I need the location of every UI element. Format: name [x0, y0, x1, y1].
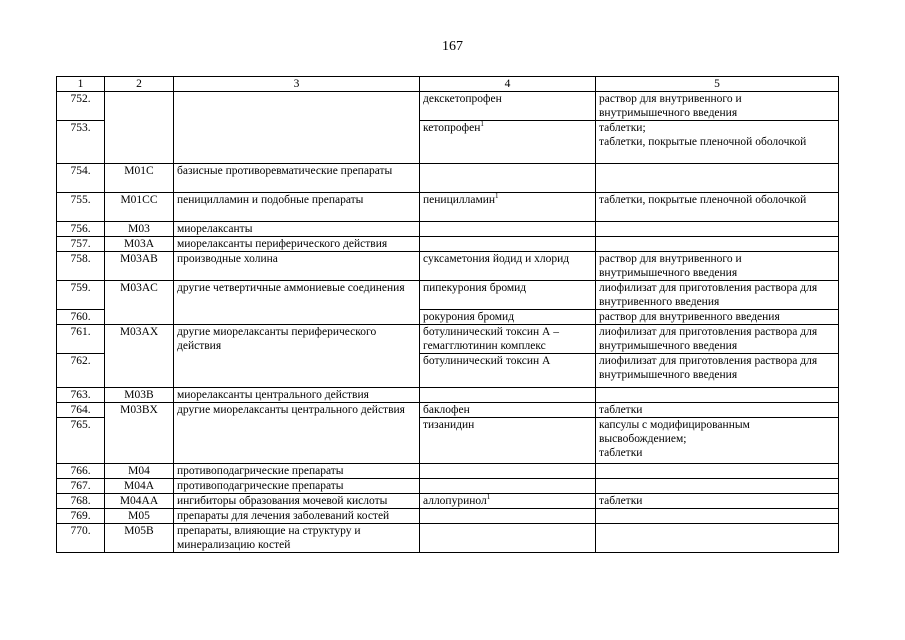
- table-row: [57, 464, 839, 479]
- row-number: 763.: [57, 388, 105, 403]
- atc-code: M04AA: [105, 494, 174, 509]
- drug-table: [56, 76, 839, 553]
- dosage-form: [596, 464, 839, 479]
- atc-code: M03BX: [105, 403, 174, 464]
- atc-code: M03B: [105, 388, 174, 403]
- row-number: 769.: [57, 509, 105, 524]
- group-name: другие миорелаксанты центрального действия: [174, 403, 420, 464]
- drug-name: [420, 388, 596, 403]
- table-row: [57, 92, 839, 121]
- drug-name: [420, 479, 596, 494]
- dosage-form: раствор для внутривенного введения: [596, 310, 839, 325]
- group-name: другие миорелаксанты периферического действия: [174, 325, 420, 388]
- table-row: [57, 479, 839, 494]
- atc-code: M01C: [105, 164, 174, 193]
- dosage-form: раствор для внутривенного и внутримышечного введения: [596, 252, 839, 281]
- drug-name: ботулинический токсин А – гемагглютинин комплекс: [420, 325, 596, 354]
- row-number: 756.: [57, 222, 105, 237]
- dosage-form: таблетки: [596, 494, 839, 509]
- atc-code: M01CC: [105, 193, 174, 222]
- drug-name: кетопрофен$^1$: [420, 121, 596, 164]
- table-row: [57, 281, 839, 310]
- row-number: 768.: [57, 494, 105, 509]
- atc-code: M03AX: [105, 325, 174, 388]
- group-name: [174, 92, 420, 164]
- header-col-5: 5: [596, 77, 839, 92]
- header-col-2: 2: [105, 77, 174, 92]
- dosage-form: лиофилизат для приготовления раствора для внутривенного введения: [596, 281, 839, 310]
- table-header-row: [57, 77, 839, 92]
- dosage-form: лиофилизат для приготовления раствора для внутримышечного введения: [596, 325, 839, 354]
- row-number: 770.: [57, 524, 105, 553]
- table-row: [57, 237, 839, 252]
- drug-name: баклофен: [420, 403, 596, 418]
- atc-code: M03A: [105, 237, 174, 252]
- dosage-form: [596, 479, 839, 494]
- drug-name: аллопуринол$^1$: [420, 494, 596, 509]
- row-number: 753.: [57, 121, 105, 164]
- row-number: 762.: [57, 354, 105, 388]
- dosage-form: [596, 222, 839, 237]
- header-col-3: 3: [174, 77, 420, 92]
- drug-name: ботулинический токсин А: [420, 354, 596, 388]
- atc-code: M04: [105, 464, 174, 479]
- table-row: [57, 403, 839, 418]
- table-row: [57, 252, 839, 281]
- group-name: базисные противоревматические препараты: [174, 164, 420, 193]
- group-name: пеницилламин и подобные препараты: [174, 193, 420, 222]
- group-name: противоподагрические препараты: [174, 479, 420, 494]
- row-number: 766.: [57, 464, 105, 479]
- group-name: препараты для лечения заболеваний костей: [174, 509, 420, 524]
- dosage-form: капсулы с модифицированным высвобождением; таблетки: [596, 418, 839, 464]
- row-number: 758.: [57, 252, 105, 281]
- table-row: [57, 325, 839, 354]
- row-number: 765.: [57, 418, 105, 464]
- drug-name: [420, 164, 596, 193]
- drug-name: пипекурония бромид: [420, 281, 596, 310]
- dosage-form: [596, 237, 839, 252]
- group-name: миорелаксанты центрального действия: [174, 388, 420, 403]
- drug-name: [420, 509, 596, 524]
- dosage-form: таблетки; таблетки, покрытые пленочной оболочкой: [596, 121, 839, 164]
- row-number: 759.: [57, 281, 105, 310]
- table-row: [57, 524, 839, 553]
- table-row: [57, 222, 839, 237]
- row-number: 760.: [57, 310, 105, 325]
- atc-code: M04A: [105, 479, 174, 494]
- row-number: 764.: [57, 403, 105, 418]
- dosage-form: [596, 164, 839, 193]
- atc-code: M05: [105, 509, 174, 524]
- table-row: [57, 164, 839, 193]
- row-number: 755.: [57, 193, 105, 222]
- group-name: миорелаксанты: [174, 222, 420, 237]
- drug-name: тизанидин: [420, 418, 596, 464]
- dosage-form: лиофилизат для приготовления раствора для внутримышечного введения: [596, 354, 839, 388]
- row-number: 752.: [57, 92, 105, 121]
- drug-name: [420, 237, 596, 252]
- drug-name: рокурония бромид: [420, 310, 596, 325]
- atc-code: M05B: [105, 524, 174, 553]
- header-col-1: 1: [57, 77, 105, 92]
- group-name: противоподагрические препараты: [174, 464, 420, 479]
- drug-name: суксаметония йодид и хлорид: [420, 252, 596, 281]
- drug-name: декскетопрофен: [420, 92, 596, 121]
- drug-name: пеницилламин$^1$: [420, 193, 596, 222]
- atc-code: M03AC: [105, 281, 174, 325]
- atc-code: M03AB: [105, 252, 174, 281]
- drug-name: [420, 524, 596, 553]
- atc-code: [105, 92, 174, 164]
- table-row: [57, 509, 839, 524]
- row-number: 767.: [57, 479, 105, 494]
- atc-code: M03: [105, 222, 174, 237]
- drug-name: [420, 464, 596, 479]
- header-col-4: 4: [420, 77, 596, 92]
- row-number: 754.: [57, 164, 105, 193]
- table-row: [57, 193, 839, 222]
- group-name: другие четвертичные аммониевые соединения: [174, 281, 420, 325]
- dosage-form: раствор для внутривенного и внутримышечного введения: [596, 92, 839, 121]
- row-number: 757.: [57, 237, 105, 252]
- dosage-form: [596, 509, 839, 524]
- drug-name: [420, 222, 596, 237]
- group-name: производные холина: [174, 252, 420, 281]
- page-number: 167: [442, 39, 463, 54]
- group-name: ингибиторы образования мочевой кислоты: [174, 494, 420, 509]
- row-number: 761.: [57, 325, 105, 354]
- dosage-form: таблетки: [596, 403, 839, 418]
- table-row: [57, 388, 839, 403]
- group-name: миорелаксанты периферического действия: [174, 237, 420, 252]
- group-name: препараты, влияющие на структуру и минерализацию костей: [174, 524, 420, 553]
- dosage-form: [596, 524, 839, 553]
- dosage-form: [596, 388, 839, 403]
- dosage-form: таблетки, покрытые пленочной оболочкой: [596, 193, 839, 222]
- table-row: [57, 494, 839, 509]
